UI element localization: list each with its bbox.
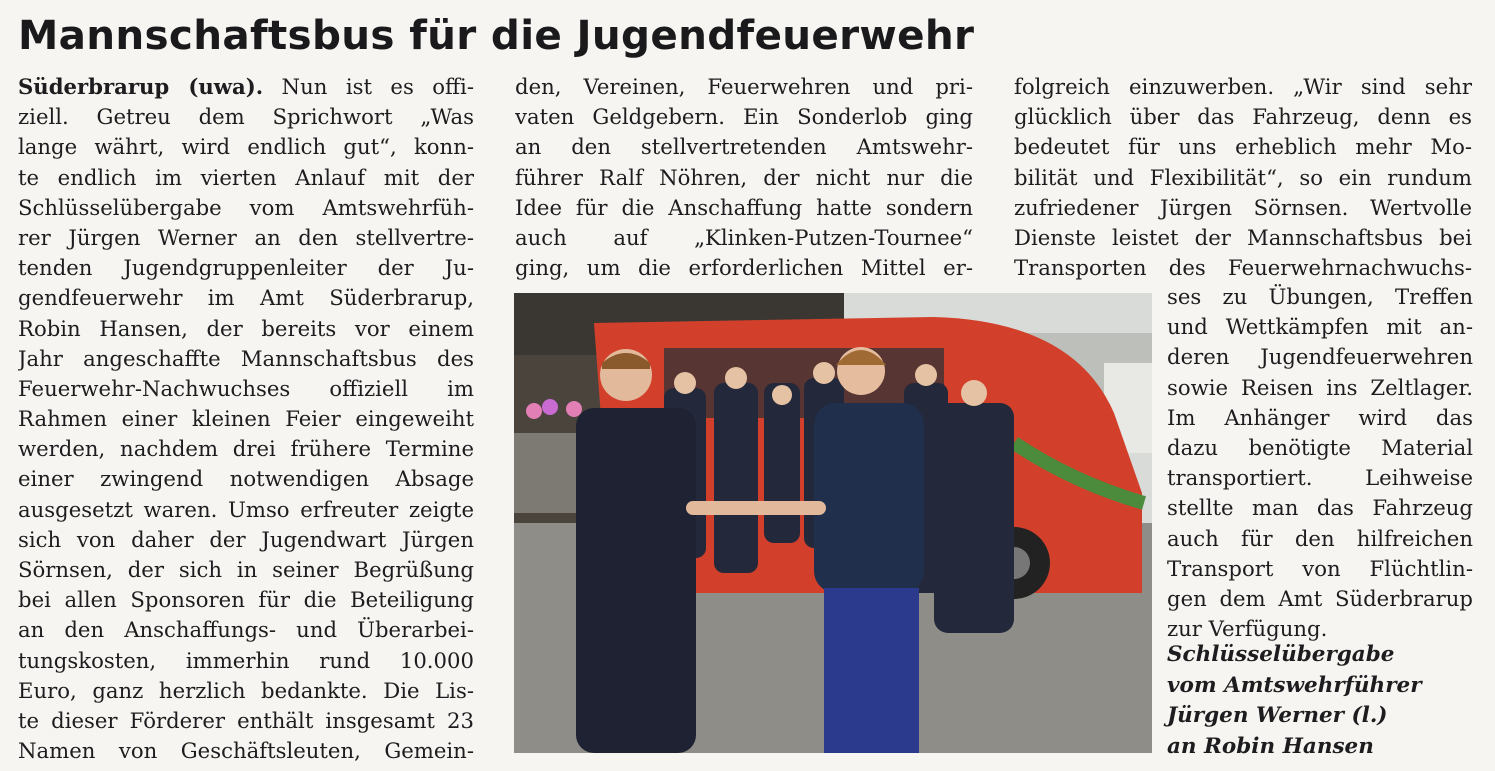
text-line: tenden Jugendgruppenleiter der Ju- — [18, 255, 474, 281]
article-column-1 — [18, 72, 474, 766]
article-column-3-narrow — [1167, 282, 1473, 644]
text-line: sowie Reisen ins Zeltlager. — [1167, 374, 1473, 400]
text-line: Sörnsen, der sich in seiner Begrüßung — [18, 557, 474, 582]
text-line: Transporten des Feuerwehrnachwuchs- — [1014, 255, 1472, 281]
text-line: Idee für die Anschaffung hatte sondern — [515, 194, 973, 220]
text-line: und Wettkämpfen mit an- — [1167, 314, 1473, 340]
text-line: glücklich über das Fahrzeug, denn es — [1014, 104, 1472, 130]
article-column-2 — [515, 72, 973, 283]
text-line: vaten Geldgebern. Ein Sonderlob ging — [515, 104, 973, 130]
text-line: zufriedener Jürgen Sörnsen. Wertvolle — [1014, 194, 1472, 220]
column-1-line — [18, 72, 474, 102]
text-line: zur Verfügung. — [1167, 616, 1328, 642]
text-line: Transport von Flüchtlin- — [1167, 555, 1473, 581]
caption-line: Schlüsselübergabe — [1167, 642, 1395, 667]
text-line: transportiert. Leihweise — [1167, 465, 1473, 491]
text-line: Feuerwehr-Nachwuchses offiziell im — [18, 375, 474, 401]
column-2-body — [515, 72, 973, 283]
text-line: te endlich im vierten Anlauf mit der — [18, 164, 474, 190]
text-line: tungskosten, immerhin rund 10.000 — [18, 647, 474, 673]
text-line: Jahr angeschaffte Mannschaftsbus des — [18, 345, 474, 371]
text-line: ausgesetzt waren. Umso erfreuter zeigte — [18, 496, 474, 522]
text-line: an den stellvertretenden Amtswehr- — [515, 134, 973, 160]
text-line: bilität und Flexibilität“, so ein rundum — [1014, 164, 1472, 190]
text-line: auch für den hilfreichen — [1167, 525, 1473, 551]
text-line: ging, um die erforderlichen Mittel er- — [515, 255, 973, 281]
text-line: lange währt, wird endlich gut“, konn- — [18, 134, 474, 160]
text-line: gen dem Amt Süderbrarup — [1167, 585, 1473, 611]
text-line: Schlüsselübergabe vom Amtswehrfüh- — [18, 194, 474, 220]
news-photo — [514, 293, 1152, 753]
text-line: deren Jugendfeuerwehren — [1167, 344, 1473, 370]
text-line: ses zu Übungen, Treffen — [1167, 284, 1473, 309]
text-line: Rahmen einer kleinen Feier eingeweiht — [18, 406, 474, 432]
text-line: Robin Hansen, der bereits vor einem — [18, 315, 474, 341]
text-line: führer Ralf Nöhren, der nicht nur die — [515, 164, 973, 190]
text-line: dazu benötigte Material — [1167, 434, 1473, 460]
column-1-body — [18, 102, 474, 766]
text-line: te dieser Förderer enthält insgesamt 23 — [18, 707, 474, 733]
column-1-line-text: Nun ist es offi- — [263, 74, 474, 99]
caption-body — [1167, 640, 1467, 762]
text-line: Im Anhänger wird das — [1167, 404, 1473, 430]
column-3-body — [1014, 72, 1472, 283]
text-line: gendfeuerwehr im Amt Süderbrarup, — [18, 285, 474, 311]
text-line: Namen von Geschäftsleuten, Gemein- — [18, 738, 474, 764]
dateline: Süderbrarup (uwa). — [18, 74, 264, 99]
text-line: Euro, ganz herzlich bedankte. Die Lis- — [18, 677, 474, 703]
text-line: den, Vereinen, Feuerwehren und pri- — [515, 74, 973, 99]
photo-handover-illustration — [514, 293, 1152, 753]
text-line: ziell. Getreu dem Sprichwort „Was — [18, 104, 474, 130]
text-line: bei allen Sponsoren für die Beteiligung — [18, 587, 474, 613]
caption-line: Jürgen Werner (l.) — [1167, 703, 1388, 728]
text-line: rer Jürgen Werner an den stellvertre- — [18, 224, 474, 250]
text-line: sich von daher der Jugendwart Jürgen — [18, 526, 474, 552]
article-column-3 — [1014, 72, 1472, 283]
photo-caption — [1167, 640, 1467, 762]
text-line: bedeutet für uns erheblich mehr Mo- — [1014, 134, 1472, 160]
headline: Mannschaftsbus für die Jugendfeuerwehr — [18, 11, 975, 59]
caption-line: an Robin Hansen — [1167, 733, 1374, 759]
column-3-narrow-body — [1167, 282, 1473, 644]
text-line: Dienste leistet der Mannschaftsbus bei — [1014, 224, 1472, 250]
text-line: stellte man das Fahrzeug — [1167, 495, 1473, 521]
text-line: einer zwingend notwendigen Absage — [18, 466, 474, 492]
text-line: folgreich einzuwerben. „Wir sind sehr — [1014, 74, 1472, 99]
text-line: werden, nachdem drei frühere Termine — [18, 436, 474, 462]
caption-line: vom Amtswehrführer — [1167, 672, 1422, 698]
text-line: auch auf „Klinken-Putzen-Tournee“ — [515, 224, 973, 250]
text-line: an den Anschaffungs- und Überarbei- — [18, 617, 474, 643]
